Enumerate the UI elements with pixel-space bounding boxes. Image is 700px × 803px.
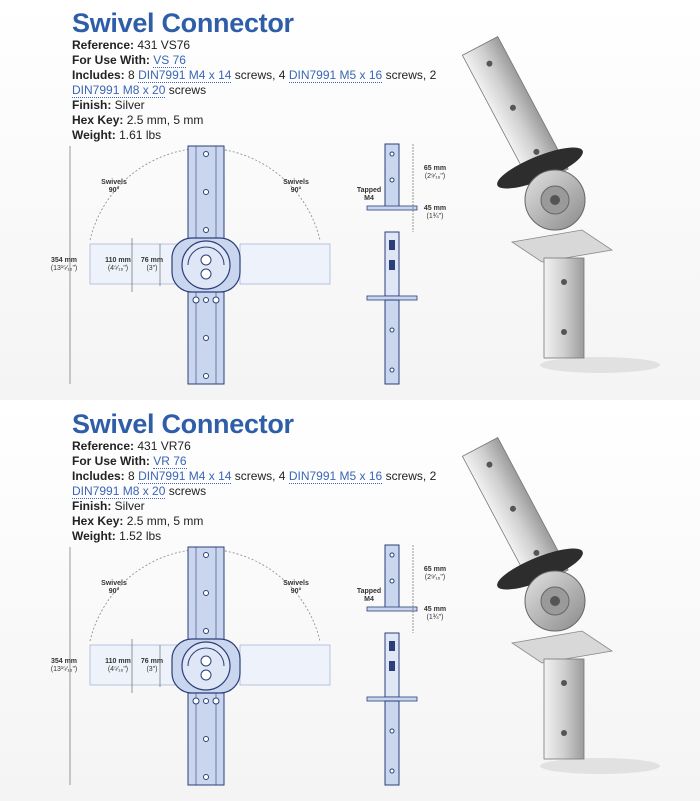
use-with-link[interactable]: VR 76 xyxy=(153,454,187,468)
dim-76-in: (3") xyxy=(146,265,158,272)
dim-76-in: (3") xyxy=(146,666,158,673)
product-render xyxy=(460,421,690,781)
ghost-arm-left xyxy=(90,244,180,284)
dim-length: 354 mm xyxy=(50,658,78,665)
spec-weight: Weight: 1.52 lbs xyxy=(72,529,162,543)
screw-link-m4[interactable]: DIN7991 M4 x 14 xyxy=(138,469,232,483)
front-view-drawing xyxy=(50,541,360,791)
dim-110: 110 mm xyxy=(105,257,131,264)
spec-use-with: For Use With: VS 76 xyxy=(72,53,186,67)
dim-45: 45 mm xyxy=(423,606,447,613)
product-title: Swivel Connector xyxy=(72,8,294,38)
spec-weight: Weight: 1.61 lbs xyxy=(72,128,162,142)
spec-finish: Finish: Silver xyxy=(72,499,145,513)
product-panel-vr76 xyxy=(0,401,700,801)
side-flange xyxy=(367,206,417,210)
product-title: Swivel Connector xyxy=(72,409,294,439)
spec-includes: Includes: 8 DIN7991 M4 x 14 screws, 4 DIN7991 M5 x 16 screws, 2 xyxy=(72,469,437,483)
dim-76: 76 mm xyxy=(140,257,164,264)
swivels-label-left: Swivels xyxy=(101,580,127,587)
spec-includes: Includes: 8 DIN7991 M4 x 14 screws, 4 DIN7991 M5 x 16 screws, 2 xyxy=(72,68,437,82)
tapped-m4: M4 xyxy=(364,596,374,603)
side-view-drawing xyxy=(355,140,455,390)
dim-length-in: (13¹⁵⁄₁₆") xyxy=(50,666,78,673)
swivels-deg-left: 90° xyxy=(108,588,120,595)
side-base xyxy=(367,697,417,701)
spec-includes-cont: DIN7991 M8 x 20 screws xyxy=(72,83,207,97)
side-base xyxy=(367,296,417,300)
render-arm-lower xyxy=(544,258,584,358)
ghost-arm-right xyxy=(240,645,330,685)
screw-link-m8[interactable]: DIN7991 M8 x 20 xyxy=(72,484,166,498)
product-render xyxy=(460,20,690,380)
spec-finish: Finish: Silver xyxy=(72,98,145,112)
swivels-deg-left: 90° xyxy=(108,187,120,194)
screw-link-m4[interactable]: DIN7991 M4 x 14 xyxy=(138,68,232,82)
dim-45-in: (1¾") xyxy=(426,614,444,621)
render-base-plate xyxy=(512,230,612,262)
swivels-label-right: Swivels xyxy=(283,580,309,587)
dim-65: 65 mm xyxy=(423,165,447,172)
screw-link-m5[interactable]: DIN7991 M5 x 16 xyxy=(288,68,383,82)
tapped-label: Tapped xyxy=(356,187,382,194)
render-base-plate xyxy=(512,631,612,663)
spec-reference: Reference: 431 VR76 xyxy=(72,439,191,453)
tapped-m4: M4 xyxy=(364,195,374,202)
spec-list xyxy=(72,439,437,544)
dim-65-in: (2⁹⁄₁₆") xyxy=(424,173,446,180)
side-flange xyxy=(367,607,417,611)
dim-65: 65 mm xyxy=(423,566,447,573)
dim-110-in: (4⁵⁄₁₆") xyxy=(107,666,129,673)
dim-110-in: (4⁵⁄₁₆") xyxy=(107,265,129,272)
side-view-drawing xyxy=(355,541,455,791)
swivels-label-left: Swivels xyxy=(101,179,127,186)
product-panel-vs76 xyxy=(0,0,700,400)
ghost-arm-left xyxy=(90,645,180,685)
spec-use-with: For Use With: VR 76 xyxy=(72,454,187,468)
dim-110: 110 mm xyxy=(105,658,131,665)
use-with-link[interactable]: VS 76 xyxy=(153,53,186,67)
dim-length-in: (13¹⁵⁄₁₆") xyxy=(50,265,78,272)
dim-45-in: (1¾") xyxy=(426,213,444,220)
tapped-label: Tapped xyxy=(356,588,382,595)
spec-reference: Reference: 431 VS76 xyxy=(72,38,191,52)
spec-list xyxy=(72,38,437,143)
dim-length: 354 mm xyxy=(50,257,78,264)
render-arm-lower xyxy=(544,659,584,759)
front-view-drawing xyxy=(50,140,360,390)
swivels-deg-right: 90° xyxy=(290,187,302,194)
spec-hex-key: Hex Key: 2.5 mm, 5 mm xyxy=(72,514,204,528)
ghost-arm-right xyxy=(240,244,330,284)
spec-hex-key: Hex Key: 2.5 mm, 5 mm xyxy=(72,113,204,127)
dim-65-in: (2⁹⁄₁₆") xyxy=(424,574,446,581)
screw-link-m8[interactable]: DIN7991 M8 x 20 xyxy=(72,83,166,97)
swivels-deg-right: 90° xyxy=(290,588,302,595)
screw-link-m5[interactable]: DIN7991 M5 x 16 xyxy=(288,469,383,483)
swivels-label-right: Swivels xyxy=(283,179,309,186)
spec-includes-cont: DIN7991 M8 x 20 screws xyxy=(72,484,207,498)
dim-76: 76 mm xyxy=(140,658,164,665)
dim-45: 45 mm xyxy=(423,205,447,212)
